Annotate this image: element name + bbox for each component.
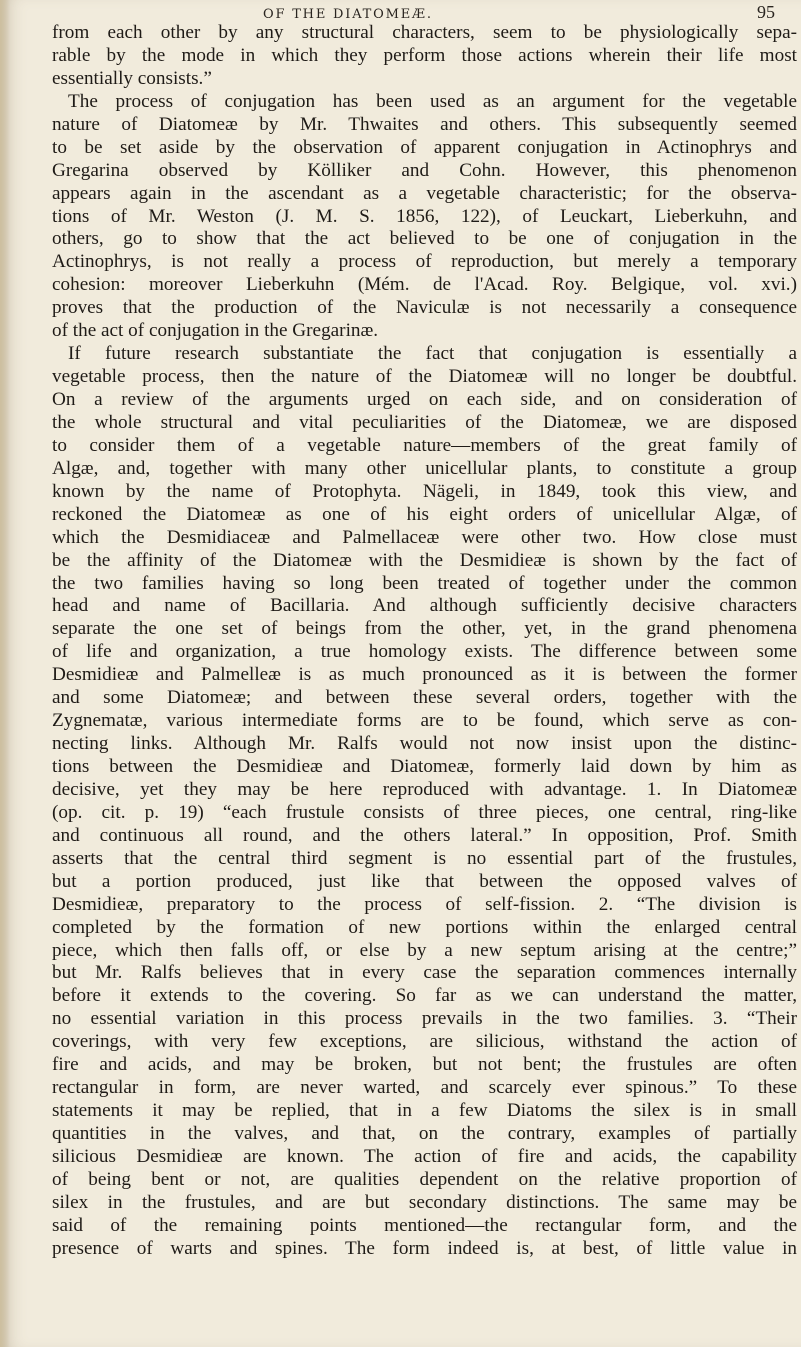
- text-line: The process of conjugation has been used as an argument for the vegetable: [68, 90, 797, 112]
- text-line: statements it may be replied, that in a few Diatoms the silex is in small: [52, 1100, 797, 1122]
- text-line: rable by the mode in which they perform those actions wherein their life most: [52, 44, 797, 66]
- text-line: decisive, yet they may be here reproduced with advantage. 1. In Diatomeæ: [52, 778, 797, 800]
- text-line: but Mr. Ralfs believes that in every case the separation commences internally: [52, 962, 797, 984]
- text-line: Algæ, and, together with many other unicellular plants, to constitute a group: [52, 457, 797, 479]
- text-line: coverings, with very few exceptions, are silicious, withstand the action of: [52, 1031, 797, 1053]
- text-line: be the affinity of the Diatomeæ with the Desmidieæ is shown by the fact of: [52, 549, 797, 571]
- page-gutter-shadow: [0, 0, 10, 1347]
- text-line: of life and organization, a true homology exists. The difference between some: [52, 641, 797, 663]
- text-line: to be set aside by the observation of apparent conjugation in Actinophrys and: [52, 136, 797, 158]
- text-line: Gregarina observed by Kölliker and Cohn. However, this phenomenon: [52, 159, 797, 181]
- running-head: OF THE DIATOMEÆ.: [263, 7, 433, 22]
- text-line: appears again in the ascendant as a vegetable characteristic; for the observa-: [52, 182, 797, 204]
- text-line: asserts that the central third segment is no essential part of the frustules,: [52, 847, 797, 869]
- text-line: (op. cit. p. 19) “each frustule consists of three pieces, one central, ring-like: [52, 801, 797, 823]
- text-line: reckoned the Diatomeæ as one of his eight orders of unicellular Algæ, of: [52, 503, 797, 525]
- text-line: Desmidieæ, preparatory to the process of self-fission. 2. “The division is: [52, 893, 797, 915]
- text-line: which the Desmidiaceæ and Palmellaceæ were other two. How close must: [52, 526, 797, 548]
- text-line: Desmidieæ and Palmelleæ is as much pronounced as it is between the former: [52, 664, 797, 686]
- text-line: cohesion: moreover Lieberkuhn (Mém. de l'Acad. Roy. Belgique, vol. xvi.): [52, 274, 797, 296]
- text-line: Zygnematæ, various intermediate forms are to be found, which serve as con-: [52, 710, 797, 732]
- text-line: no essential variation in this process prevails in the two families. 3. “Their: [52, 1008, 797, 1030]
- text-line: known by the name of Protophyta. Nägeli, in 1849, took this view, and: [52, 480, 797, 502]
- text-line: If future research substantiate the fact that conjugation is essentially a: [68, 343, 797, 365]
- text-line: separate the one set of beings from the other, yet, in the grand phenomena: [52, 618, 797, 640]
- text-line: presence of warts and spines. The form indeed is, at best, of little value in: [52, 1237, 797, 1259]
- text-line: Actinophrys, is not really a process of reproduction, but merely a temporary: [52, 251, 797, 273]
- text-line: quantities in the valves, and that, on the contrary, examples of partially: [52, 1123, 797, 1144]
- text-line: before it extends to the covering. So far as we can understand the matter,: [52, 985, 797, 1007]
- text-line: On a review of the arguments urged on each side, and on consideration of: [52, 389, 797, 410]
- body-text: [52, 22, 797, 1261]
- text-line: tions between the Desmidieæ and Diatomeæ, formerly laid down by him as: [52, 756, 797, 777]
- text-line: fire and acids, and may be broken, but not bent; the frustules are often: [52, 1054, 797, 1076]
- text-line: and continuous all round, and the others lateral.” In opposition, Prof. Smith: [52, 824, 797, 846]
- text-line: head and name of Bacillaria. And although sufficiently decisive characters: [52, 595, 797, 617]
- page-number: 95: [757, 2, 775, 22]
- text-line: but a portion produced, just like that between the opposed valves of: [52, 870, 797, 892]
- text-line: nature of Diatomeæ by Mr. Thwaites and others. This subsequently seemed: [52, 113, 797, 135]
- text-line: vegetable process, then the nature of the Diatomeæ will no longer be doubtful.: [52, 366, 797, 388]
- text-line: necting links. Although Mr. Ralfs would not now insist upon the distinc-: [52, 733, 797, 755]
- text-line: rectangular in form, are never warted, and scarcely ever spinous.” To these: [52, 1077, 797, 1099]
- text-line: essentially consists.”: [52, 67, 212, 89]
- text-line: silicious Desmidieæ are known. The action of fire and acids, the capability: [52, 1145, 797, 1167]
- text-line: to consider them of a vegetable nature—members of the great family of: [52, 434, 797, 456]
- text-line: said of the remaining points mentioned—the rectangular form, and the: [52, 1214, 797, 1236]
- text-line: the whole structural and vital peculiarities of the Diatomeæ, we are disposed: [52, 411, 797, 433]
- text-line: completed by the formation of new portions within the enlarged central: [52, 916, 797, 938]
- text-line: from each other by any structural characters, seem to be physiologically sepa-: [52, 22, 797, 43]
- text-line: and some Diatomeæ; and between these several orders, together with the: [52, 687, 797, 709]
- text-line: proves that the production of the Naviculæ is not necessarily a consequence: [52, 297, 797, 319]
- text-line: piece, which then falls off, or else by a new septum arising at the centre;”: [52, 939, 797, 961]
- text-line: tions of Mr. Weston (J. M. S. 1856, 122), of Leuckart, Lieberkuhn, and: [52, 205, 797, 227]
- text-line: silex in the frustules, and are but secondary distinctions. The same may be: [52, 1191, 797, 1213]
- text-line: the two families having so long been treated of together under the common: [52, 572, 797, 594]
- text-line: others, go to show that the act believed to be one of conjugation in the: [52, 228, 797, 250]
- text-line: of the act of conjugation in the Gregarinæ.: [52, 320, 379, 342]
- text-line: of being bent or not, are qualities dependent on the relative proportion of: [52, 1168, 797, 1190]
